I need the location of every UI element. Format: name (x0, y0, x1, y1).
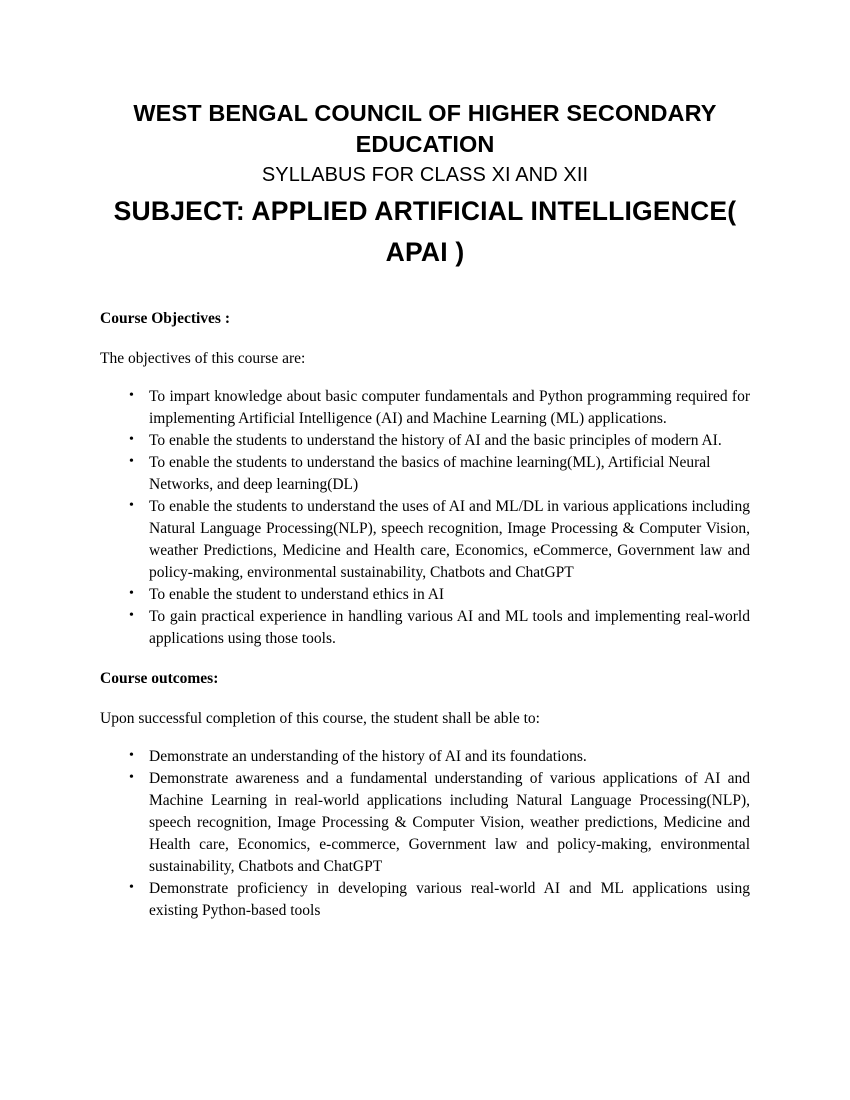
course-outcomes-intro: Upon successful completion of this course, the student shall be able to: (100, 710, 540, 727)
course-objectives-list (100, 386, 750, 650)
page-title-main: WEST BENGAL COUNCIL OF HIGHER SECONDARY EDUCATION (133, 100, 717, 157)
course-outcomes-list (100, 746, 750, 922)
list-item (100, 430, 750, 452)
list-item (100, 606, 750, 650)
spacer (100, 650, 750, 668)
list-item (100, 878, 750, 922)
list-item-text: • Demonstrate awareness and a fundamental understanding of various applications of AI and Machine Learning in real-world applications including Natural Language Processing(NLP), speech recognition, Image Processing & Computer Vision, weather predictions, Medicine and Health care, Economics, e-commerce, Government law and policy-making, environmental sustainability, Chatbots and ChatGPT (149, 770, 750, 875)
document-title-block (100, 98, 750, 273)
list-item-text: • Demonstrate proficiency in developing various real-world AI and ML applications using existing Python-based tools (149, 880, 750, 919)
page-title-subtitle: SYLLABUS FOR CLASS XI AND XII (261, 164, 589, 186)
list-item-text: • To gain practical experience in handling various AI and ML tools and implementing real-world applications using those tools. (149, 608, 750, 647)
spacer (100, 370, 750, 386)
list-item-text: • To enable the students to understand the history of AI and the basic principles of modern AI. (149, 432, 722, 449)
list-item (100, 386, 750, 430)
spacer (100, 730, 750, 746)
list-item (100, 768, 750, 878)
document-body (100, 308, 750, 922)
list-item-text: To enable the student to understand ethics in AI (149, 586, 445, 603)
list-item (100, 746, 750, 768)
list-item (100, 584, 750, 606)
spacer (100, 690, 750, 708)
list-item-text: • To impart knowledge about basic computer fundamentals and Python programming required for implementing Artificial Intelligence (AI) and Machine Learning (ML) applications. (149, 388, 750, 427)
list-item-text: • To enable the students to understand the uses of AI and ML/DL in various applications including Natural Language Processing(NLP), speech recognition, Image Processing & Computer Vision, weather Predictions, Medicine and Health care, Economics, eCommerce, Government law and policy-making, environmental sustainability, Chatbots and ChatGPT (149, 498, 750, 581)
list-item (100, 452, 750, 496)
list-item-text: To enable the students to understand the basics of machine learning(ML), Artificial Neural Networks, and deep learning(DL) (149, 454, 711, 493)
course-objectives-intro: The objectives of this course are: (100, 350, 306, 367)
course-outcomes-heading: Course outcomes: (100, 670, 219, 687)
course-objectives-heading: Course Objectives : (100, 310, 230, 327)
spacer (100, 330, 750, 348)
list-item-text: Demonstrate an understanding of the history of AI and its foundations. (149, 748, 587, 765)
page-title-subject: SUBJECT: APPLIED ARTIFICIAL INTELLIGENCE( APAI ) (113, 196, 737, 267)
list-item (100, 496, 750, 584)
